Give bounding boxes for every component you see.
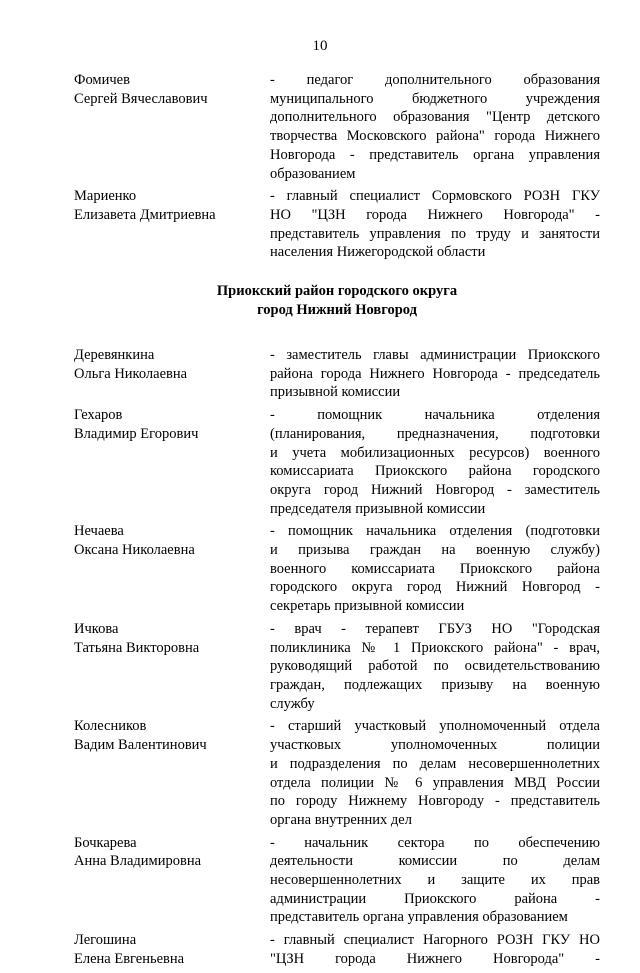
role-line: граждан, подлежащих призыву на военную	[270, 676, 600, 693]
member-name	[74, 620, 270, 657]
member-role-description	[270, 620, 600, 714]
district-heading-line-1: Приокский район городского округа	[216, 283, 458, 300]
role-line: - врач - терапевт ГБУЗ НО "Городская	[270, 620, 600, 637]
member-name	[74, 346, 270, 383]
member-given-names: Сергей Вячеславович	[74, 90, 208, 107]
role-line: - помощник начальника отделения	[270, 407, 600, 424]
member-name	[74, 834, 270, 871]
member-entry	[74, 406, 600, 518]
role-line: отдела полиции № 6 управления МВД России	[270, 774, 600, 791]
member-list-section-b	[74, 346, 600, 969]
member-given-names: Анна Владимировна	[74, 853, 202, 870]
member-given-names: Елизавета Дмитриевна	[74, 206, 216, 223]
role-line: поликлиника № 1 Приокского района" - врач,	[270, 639, 600, 656]
member-surname: Деревянкина	[74, 347, 155, 364]
role-line: - главный специалист Нагорного РОЗН ГКУ НО	[270, 932, 600, 949]
member-name	[74, 406, 270, 443]
member-entry	[74, 931, 600, 968]
role-line: деятельности комиссии по делам	[270, 853, 600, 870]
role-line: администрации Приокского района -	[270, 890, 600, 907]
role-line: комиссариата Приокского района городского	[270, 463, 600, 480]
member-role-description	[270, 717, 600, 829]
role-line: военного комиссариата Приокского района	[270, 560, 600, 577]
member-entry	[74, 346, 600, 402]
role-line: образованием	[270, 165, 356, 182]
member-name	[74, 187, 270, 224]
role-line: городского округа город Нижний Новгород -	[270, 579, 600, 596]
district-heading	[74, 282, 600, 320]
role-line: района города Нижнего Новгорода - председатель	[270, 365, 600, 382]
role-line: - педагог дополнительного образования	[270, 72, 600, 88]
member-role-description	[270, 406, 600, 518]
role-line: представитель управления по труду и занятости	[270, 225, 600, 242]
role-line: - старший участковый уполномоченный отдела	[270, 718, 600, 735]
role-line: Новгорода - представитель органа управления	[270, 146, 600, 163]
member-given-names: Владимир Егорович	[74, 425, 199, 442]
member-name	[74, 71, 270, 108]
member-entry	[74, 717, 600, 829]
role-line: службу	[270, 695, 315, 712]
member-given-names: Елена Евгеньевна	[74, 950, 185, 967]
member-given-names: Ольга Николаевна	[74, 365, 188, 382]
role-line: - начальник сектора по обеспечению	[270, 834, 600, 851]
member-entry	[74, 620, 600, 714]
role-line: населения Нижегородской области	[270, 244, 486, 261]
member-name	[74, 931, 270, 968]
member-surname: Легошина	[74, 932, 137, 949]
role-line: и призыва граждан на военную службу)	[270, 542, 600, 559]
member-surname: Нечаева	[74, 523, 124, 540]
role-line: округа город Нижний Новгород - заместитель	[270, 481, 600, 498]
role-line: участковых уполномоченных полиции	[270, 737, 600, 754]
role-line: и подразделения по делам несовершеннолетних	[270, 755, 600, 772]
member-role-description	[270, 346, 600, 402]
commission-member-list	[74, 71, 600, 973]
member-entry	[74, 522, 600, 616]
member-list-section-a	[74, 71, 600, 262]
member-role-description	[270, 834, 600, 928]
member-given-names: Оксана Николаевна	[74, 542, 195, 559]
member-surname: Колесников	[74, 718, 147, 735]
role-line: секретарь призывной комиссии	[270, 598, 465, 615]
member-surname: Фомичев	[74, 72, 130, 88]
role-line: органа внутренних дел	[270, 811, 412, 828]
member-surname: Бочкарева	[74, 834, 137, 851]
role-line: председателя призывной комиссии	[270, 500, 486, 517]
role-line: (планирования, предназначения, подготовки	[270, 425, 600, 442]
member-surname: Гехаров	[74, 407, 123, 424]
role-line: руководящий работой по освидетельствованию	[270, 658, 600, 675]
role-line: дополнительного образования "Центр детского	[270, 109, 600, 126]
member-entry	[74, 834, 600, 928]
role-line: муниципального бюджетного учреждения	[270, 90, 600, 107]
member-given-names: Татьяна Викторовна	[74, 639, 200, 656]
role-line: - главный специалист Сормовского РОЗН ГКУ	[270, 188, 600, 205]
member-role-description	[270, 71, 600, 183]
member-name	[74, 522, 270, 559]
role-line: призывной комиссии	[270, 384, 401, 401]
role-line: "ЦЗН города Нижнего Новгорода" -	[270, 950, 600, 967]
role-line: - заместитель главы администрации Приокского	[270, 347, 600, 364]
member-role-description	[270, 522, 600, 616]
member-name	[74, 717, 270, 754]
role-line: по городу Нижнему Новгороду - представитель	[270, 793, 600, 810]
member-surname: Мариенко	[74, 188, 137, 205]
member-entry	[74, 187, 600, 262]
role-line: и учета мобилизационных ресурсов) военного	[270, 444, 600, 461]
member-entry	[74, 71, 600, 183]
role-line: несовершеннолетних и защите их прав	[270, 872, 600, 889]
role-line: НО "ЦЗН города Нижнего Новгорода" -	[270, 206, 600, 223]
member-role-description	[270, 931, 600, 968]
page-number: 10	[312, 38, 328, 54]
member-surname: Ичкова	[74, 620, 119, 637]
role-line: представитель органа управления образованием	[270, 909, 568, 926]
role-line: творчества Московского района" города Нижнего	[270, 128, 600, 145]
member-given-names: Вадим Валентинович	[74, 737, 207, 754]
member-role-description	[270, 187, 600, 262]
role-line: - помощник начальника отделения (подготовки	[270, 523, 600, 540]
district-heading-line-2: город Нижний Новгород	[257, 302, 417, 319]
